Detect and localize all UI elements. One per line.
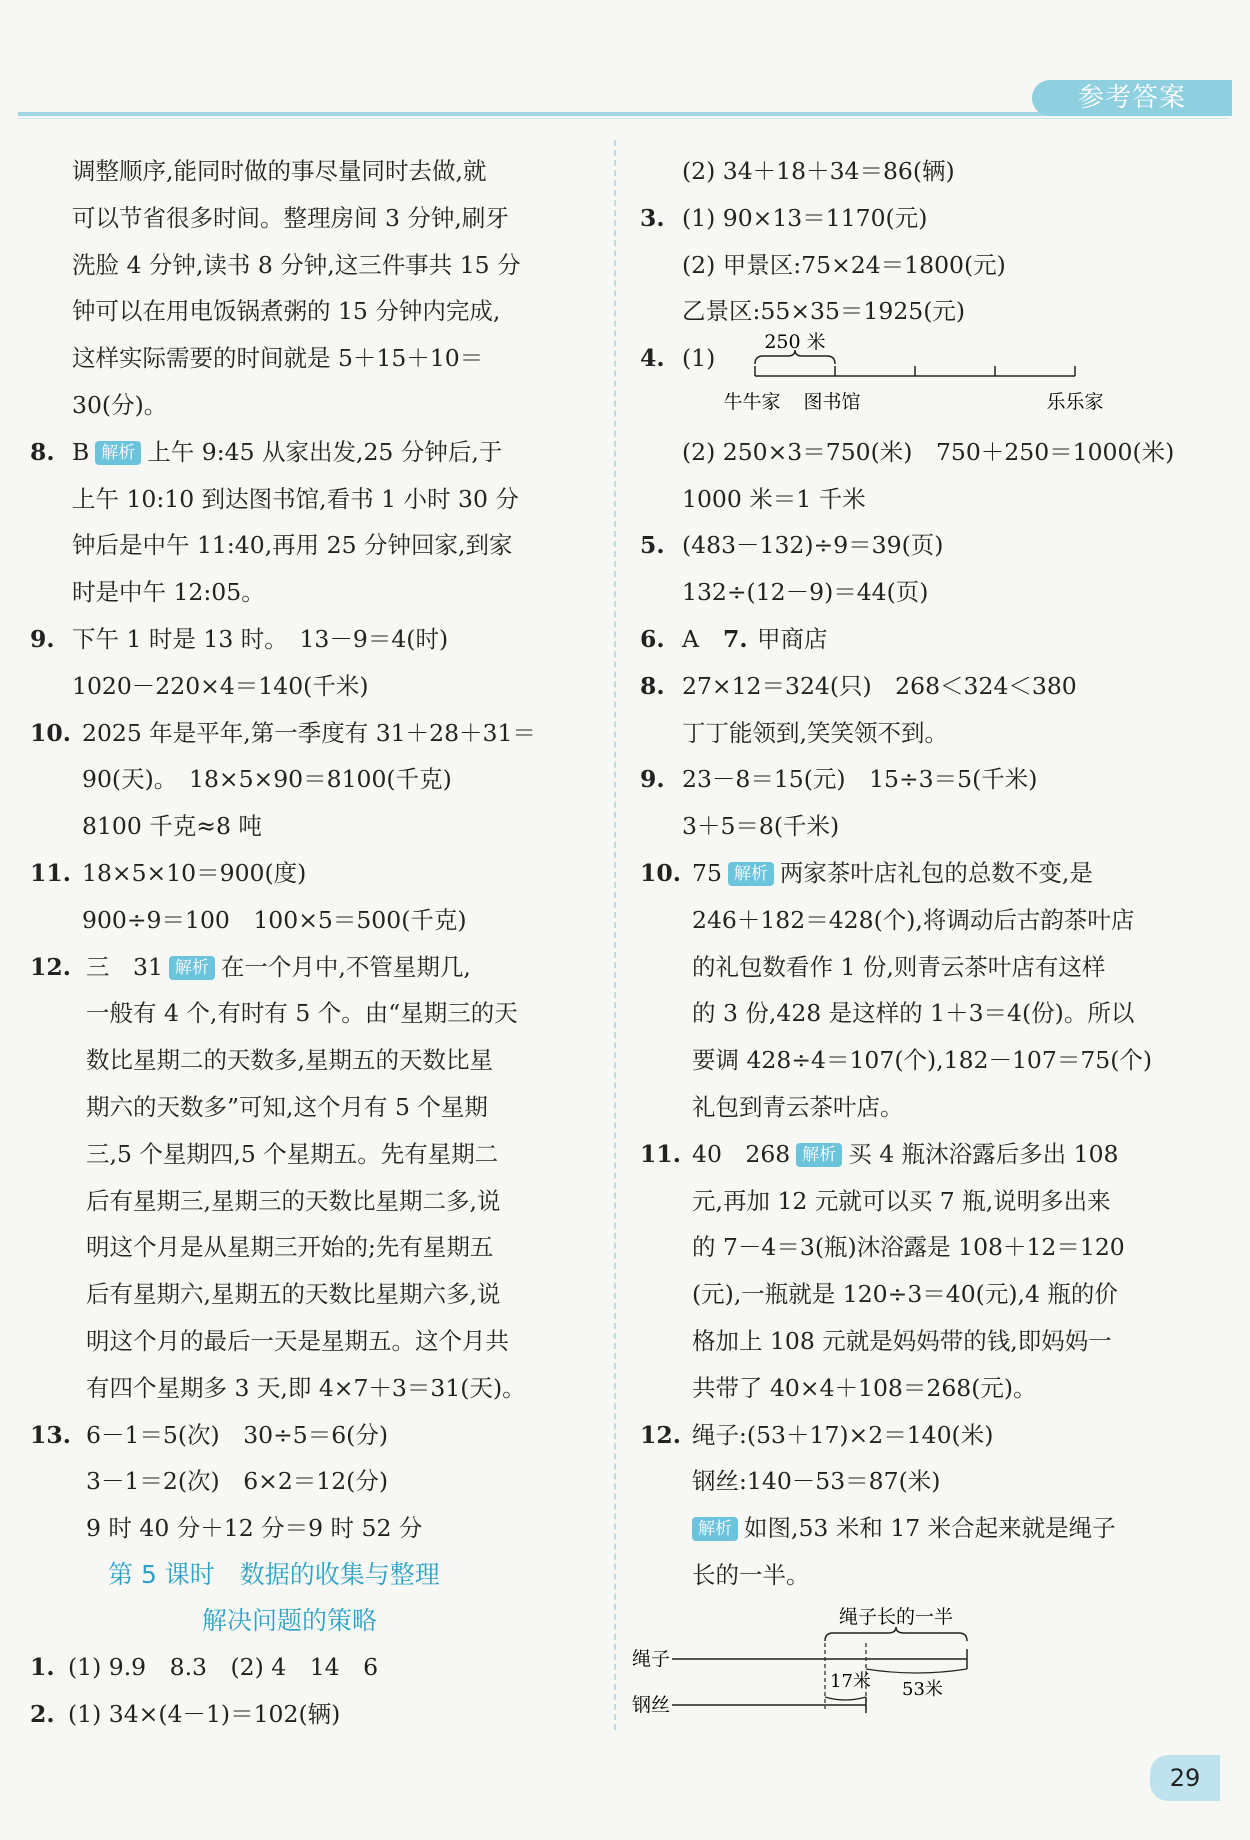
analysis-badge: 解析 xyxy=(95,441,141,465)
rope-label: 绳子 xyxy=(632,1647,671,1670)
answer-key-tag: 参考答案 xyxy=(1032,80,1232,116)
text-line: 132÷(12－9)＝44(页) xyxy=(682,578,929,607)
answer-11 xyxy=(30,850,590,897)
answer-text: 18×5×10＝900(度) xyxy=(82,858,307,887)
answer-s2 xyxy=(30,1691,590,1738)
analysis-line xyxy=(640,1505,1205,1552)
text-line: 上午 10:10 到达图书馆,看书 1 小时 30 分 xyxy=(72,484,519,513)
text-line: 3＋5＝8(千米) xyxy=(682,812,840,841)
answer-9 xyxy=(30,616,590,663)
text-line: 共带了 40×4＋108＝268(元)。 xyxy=(692,1373,1037,1402)
question-number: 4. xyxy=(640,344,665,373)
text-line: 有四个星期多 3 天,即 4×7＋3＝31(天)。 xyxy=(86,1373,526,1402)
left-column xyxy=(30,148,590,1738)
text-line: 的 7－4＝3(瓶)沐浴露是 108＋12＝120 xyxy=(692,1233,1125,1262)
answer-choice: 三 31 xyxy=(86,952,163,981)
right-column xyxy=(632,148,1205,1719)
text-line: 的礼包数看作 1 份,则青云茶叶店有这样 xyxy=(692,952,1106,981)
length-17-label: 17米 xyxy=(830,1670,871,1692)
answer-text: 绳子:(53＋17)×2＝140(米) xyxy=(692,1420,994,1449)
answer-text: (1) 90×13＝1170(元) xyxy=(682,203,928,232)
question-number: 6. xyxy=(640,624,665,653)
text-line: 246＋182＝428(个),将调动后古韵茶叶店 xyxy=(692,905,1135,934)
answer-text: 23－8＝15(元) 15÷3＝5(千米) xyxy=(682,765,1038,794)
text-line: (2) 250×3＝750(米) 750＋250＝1000(米) xyxy=(682,437,1175,466)
answer-text: 2025 年是平年,第一季度有 31＋28＋31＝ xyxy=(82,718,536,747)
answer-13 xyxy=(30,1412,590,1459)
text-line: 1000 米＝1 千米 xyxy=(682,484,866,513)
question-number: 12. xyxy=(640,1420,681,1449)
question-number: 10. xyxy=(30,718,71,747)
answer-choice: A xyxy=(682,624,699,653)
answer-6-7 xyxy=(640,616,1205,663)
text-line: 可以节省很多时间。整理房间 3 分钟,刷牙 xyxy=(72,203,509,232)
answer-8 xyxy=(640,663,1205,710)
text-line: (2) 甲景区:75×24＝1800(元) xyxy=(682,250,1006,279)
text-line: 一般有 4 个,有时有 5 个。由“星期三的天 xyxy=(86,999,518,1028)
text-line: 后有星期六,星期五的天数比星期六多,说 xyxy=(86,1280,501,1309)
answer-text: 下午 1 时是 13 时。 13－9＝4(时) xyxy=(72,624,449,653)
text-line: 礼包到青云茶叶店。 xyxy=(692,1092,904,1121)
answer-choice: 40 268 xyxy=(692,1139,791,1168)
text-line: 90(天)。 18×5×90＝8100(千克) xyxy=(82,765,452,794)
header-rule-thin xyxy=(18,118,1228,119)
text-line: 长的一半。 xyxy=(692,1560,810,1589)
answer-10 xyxy=(640,850,1205,897)
text-line: 9 时 40 分＋12 分＝9 时 52 分 xyxy=(86,1514,423,1543)
lesson-subtitle: 解决问题的策略 xyxy=(202,1605,378,1635)
question-number: 1. xyxy=(30,1652,55,1681)
answer-text: (483－132)÷9＝39(页) xyxy=(682,531,944,560)
question-number: 9. xyxy=(30,624,55,653)
length-53-label: 53米 xyxy=(902,1678,943,1700)
page-number: 29 xyxy=(1150,1755,1220,1801)
place-label: 乐乐家 xyxy=(1046,390,1104,413)
analysis-badge: 解析 xyxy=(169,956,215,980)
rope-diagram-svg xyxy=(632,1599,1200,1719)
answer-text: 甲商店 xyxy=(756,624,828,653)
answer-12 xyxy=(640,1412,1205,1459)
text-line: 洗脸 4 分钟,读书 8 分钟,这三件事共 15 分 xyxy=(72,250,521,279)
brace xyxy=(825,1627,967,1641)
text-line: 格加上 108 元就是妈妈带的钱,即妈妈一 xyxy=(692,1326,1112,1355)
question-number: 3. xyxy=(640,203,665,232)
text-line: 乙景区:55×35＝1925(元) xyxy=(682,297,966,326)
text-line: 数比星期二的天数多,星期五的天数比星 xyxy=(86,1046,493,1075)
answer-text: (1) 34×(4－1)＝102(辆) xyxy=(68,1699,341,1728)
place-label: 图书馆 xyxy=(803,390,861,413)
answer-3 xyxy=(640,195,1205,242)
answer-text: (1) 9.9 8.3 (2) 4 14 6 xyxy=(68,1652,379,1681)
question-number: 10. xyxy=(640,858,681,887)
text-line: 8100 千克≈8 吨 xyxy=(82,812,262,841)
question-number: 7. xyxy=(722,624,748,653)
text-line: 3－1＝2(次) 6×2＝12(分) xyxy=(86,1467,389,1496)
question-number: 2. xyxy=(30,1699,55,1728)
answer-choice: 75 xyxy=(692,858,722,887)
analysis-text: 如图,53 米和 17 米合起来就是绳子 xyxy=(744,1514,1116,1543)
text-line: 三,5 个星期四,5 个星期五。先有星期二 xyxy=(86,1139,499,1168)
text-line: 时是中午 12:05。 xyxy=(72,578,265,607)
answer-8 xyxy=(30,429,590,476)
text-line: 这样实际需要的时间就是 5＋15＋10＝ xyxy=(72,344,484,373)
distance-diagram xyxy=(640,330,1205,429)
analysis-badge: 解析 xyxy=(796,1143,842,1167)
question-number: 11. xyxy=(30,858,71,887)
answer-10 xyxy=(30,710,590,757)
text-line: 900÷9＝100 100×5＝500(千克) xyxy=(82,905,467,934)
text-line: 钢丝:140－53＝87(米) xyxy=(692,1467,941,1496)
answer-11 xyxy=(640,1131,1205,1178)
text-line: 1020－220×4＝140(千米) xyxy=(72,671,369,700)
place-label: 牛牛家 xyxy=(723,390,781,413)
question-number: 8. xyxy=(30,437,55,466)
text-line: 钟可以在用电饭锅煮粥的 15 分钟内完成, xyxy=(72,297,501,326)
answer-5 xyxy=(640,522,1205,569)
distance-diagram-svg xyxy=(640,330,1200,426)
text-line: 丁丁能领到,笑笑领不到。 xyxy=(682,718,948,747)
answer-12 xyxy=(30,944,590,991)
question-number: 11. xyxy=(640,1139,681,1168)
text-line: (元),一瓶就是 120÷3＝40(元),4 瓶的价 xyxy=(692,1280,1118,1309)
analysis-text: 两家茶叶店礼包的总数不变,是 xyxy=(779,858,1093,887)
text-line: 元,再加 12 元就可以买 7 瓶,说明多出来 xyxy=(692,1186,1111,1215)
text-line: 后有星期三,星期三的天数比星期二多,说 xyxy=(86,1186,501,1215)
text-line: 30(分)。 xyxy=(72,390,168,419)
text-line: 明这个月是从星期三开始的;先有星期五 xyxy=(86,1233,494,1262)
text-line: 明这个月的最后一天是星期五。这个月共 xyxy=(86,1326,509,1355)
text-line: (2) 34＋18＋34＝86(辆) xyxy=(682,157,955,185)
text-line: 要调 428÷4＝107(个),182－107＝75(个) xyxy=(692,1046,1153,1075)
question-number: 8. xyxy=(640,671,665,700)
answer-text: 27×12＝324(只) 268＜324＜380 xyxy=(682,671,1077,700)
question-number: 9. xyxy=(640,765,665,794)
analysis-text: 上午 9:45 从家出发,25 分钟后,于 xyxy=(147,437,503,466)
answer-text: 6－1＝5(次) 30÷5＝6(分) xyxy=(86,1420,389,1449)
column-divider xyxy=(614,140,616,1730)
text-line: 钟后是中午 11:40,再用 25 分钟回家,到家 xyxy=(72,531,513,560)
rope-diagram xyxy=(632,1599,1205,1719)
text-line: 的 3 份,428 是这样的 1＋3＝4(份)。所以 xyxy=(692,999,1135,1028)
question-number: 5. xyxy=(640,531,665,560)
text-line: 期六的天数多”可知,这个月有 5 个星期 xyxy=(86,1092,488,1121)
answer-s1 xyxy=(30,1644,590,1691)
wire-label: 钢丝 xyxy=(632,1693,671,1716)
small-brace xyxy=(825,1697,866,1700)
half-rope-label: 绳子长的一半 xyxy=(838,1605,954,1628)
analysis-text: 买 4 瓶沐浴露后多出 108 xyxy=(848,1139,1119,1168)
distance-label: 250 米 xyxy=(764,330,826,353)
analysis-badge: 解析 xyxy=(728,862,774,886)
brace-53 xyxy=(866,1669,967,1673)
question-number: 12. xyxy=(30,952,71,981)
lesson-title: 第 5 课时 数据的收集与整理 xyxy=(108,1559,440,1589)
question-number: 13. xyxy=(30,1420,71,1449)
text-line: 调整顺序,能同时做的事尽量同时去做,就 xyxy=(72,157,487,185)
answer-text: (1) xyxy=(682,344,716,373)
answer-9 xyxy=(640,756,1205,803)
answer-choice: B xyxy=(72,437,90,466)
analysis-badge: 解析 xyxy=(692,1517,738,1541)
analysis-text: 在一个月中,不管星期几, xyxy=(220,952,471,981)
